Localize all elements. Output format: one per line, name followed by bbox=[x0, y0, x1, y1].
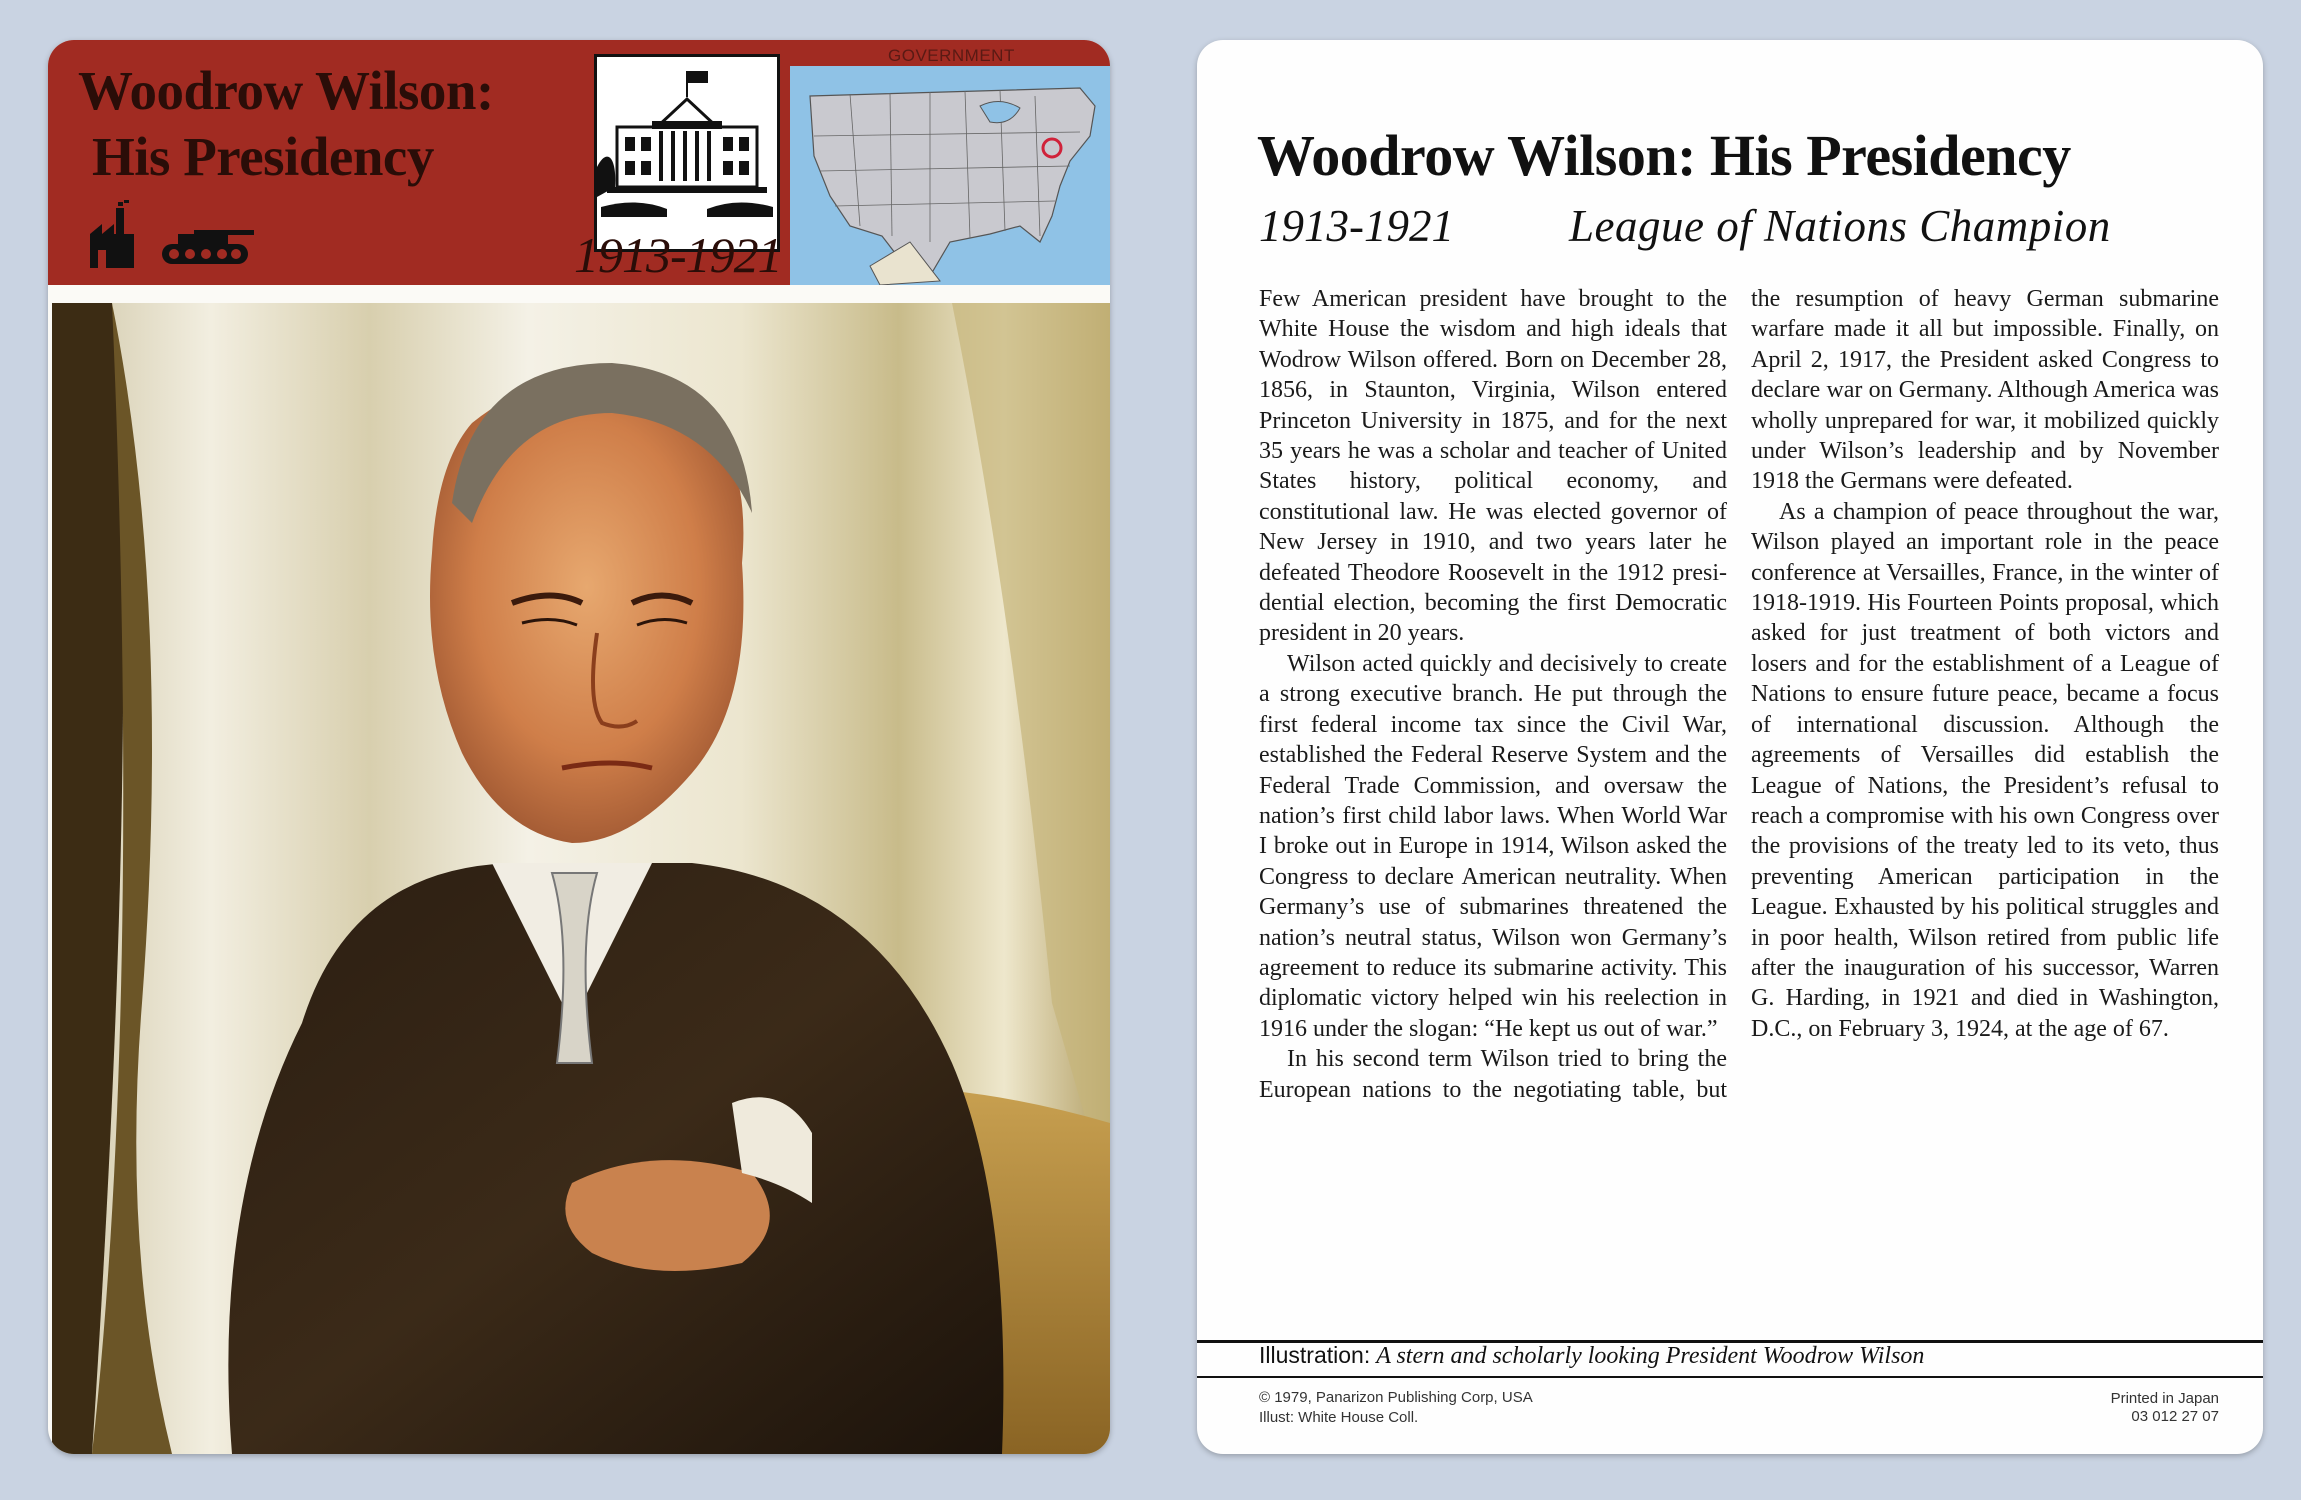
paragraph: Few American president have brought to the White House the wisdom and high ideals that Wodrow Wilson offered. Born on December 28, 1856, in Staunton, Virginia, Wilson entered Princeton University in 1875, and for the next 35 years he was a scholar and teacher of United States history, political economy, and constitutional law. He was elected governor of New Jersey in 1910, and two years later he defeated Theodore Roosevelt in the 1912 presidential election, becoming the first Democratic president in 20 years. bbox=[1259, 286, 1727, 647]
front-title-line1: Woodrow Wilson: bbox=[78, 60, 494, 121]
white-house-icon bbox=[597, 57, 777, 249]
us-map bbox=[790, 66, 1110, 285]
front-title bbox=[78, 58, 494, 190]
front-years: 1913-1921 bbox=[574, 227, 782, 283]
us-map-image bbox=[790, 66, 1110, 285]
back-subtitle: League of Nations Champion bbox=[1569, 201, 2111, 251]
paragraph: In his second term Wilson tried to bring the European nations to the negotiating table, but the resumption of heavy German submarine warfare made it all but impossible. Finally, on April 2, 1917, the President asked Congress to declare war on Germany. Although America was wholly unprepared for war, it mobilized quickly under Wilson’s leadership and by November 1918 the Germans were defeated. bbox=[1259, 286, 2219, 1103]
divider bbox=[1197, 1376, 2263, 1378]
footer-credits bbox=[1259, 1388, 1533, 1428]
illust-credit: Illust: White House Coll. bbox=[1259, 1409, 1419, 1426]
card-front bbox=[48, 40, 1110, 1454]
tank-icon bbox=[162, 230, 254, 264]
wilson-portrait-image bbox=[52, 303, 1110, 1454]
footer-print-info bbox=[2111, 1390, 2219, 1426]
illustration-caption bbox=[1259, 1342, 1924, 1370]
copyright: © 1979, Panarizon Publishing Corp, USA bbox=[1259, 1389, 1533, 1406]
printed-in: Printed in Japan bbox=[2110, 1390, 2219, 1407]
paragraph: As a champion of peace throughout the war, Wilson played an important role in the peace conference at Versailles, France, in the winter of 1918-1919. His Fourteen Points proposal, which asked for just treatment of both victors and losers and for the establishment of a League of Nations to ensure future peace, became a focus of international discussion. Although the agreements of Versailles did establish the League of Nations, the President’s refusal to reach a compromise with his own Congress over the provisions of the treaty led to its veto, thus preventing American participation in the League. Exhausted by his political struggles and in poor health, Wilson retired from public life after the inauguration of his successor, Warren G. Harding, in 1921 and died in Washington, D.C., on February 3, 1924, at the age of 67. bbox=[1751, 498, 2219, 1042]
illustration-text: A stern and scholarly looking President Woodrow Wilson bbox=[1376, 1343, 1925, 1369]
back-years: 1913-1921 bbox=[1259, 201, 1454, 251]
category-label: GOVERNMENT bbox=[888, 46, 1015, 65]
card-code: 03 012 27 07 bbox=[2131, 1408, 2219, 1425]
divider bbox=[48, 285, 1110, 303]
illustration-label: Illustration: bbox=[1259, 1342, 1371, 1368]
white-house-illustration bbox=[594, 54, 780, 252]
factory-icon bbox=[90, 200, 134, 268]
paragraph: Wilson acted quickly and decisively to create a strong executive branch. He put through the first federal income tax since the Civil War, established the Federal Reserve System and the Federal Trade Commission, and oversaw the nation’s first child labor laws. When World War I broke out in Europe in 1914, Wilson asked the Congress to declare American neutrality. When Germany’s use of submarines threatened the nation’s neutral status, Wilson won Germany’s agreement to reduce its submarine activity. This diplomatic victory helped win his reelection in 1916 under the slogan: “He kept us out of war.” bbox=[1259, 650, 1727, 1042]
category-icons bbox=[86, 200, 306, 270]
card-back bbox=[1197, 40, 2263, 1454]
portrait-painting bbox=[52, 303, 1110, 1454]
body-text bbox=[1259, 284, 2219, 1334]
front-header bbox=[48, 40, 1110, 285]
back-title: Woodrow Wilson: His Presidency bbox=[1257, 123, 2071, 188]
front-title-line2: His Presidency bbox=[92, 126, 434, 187]
